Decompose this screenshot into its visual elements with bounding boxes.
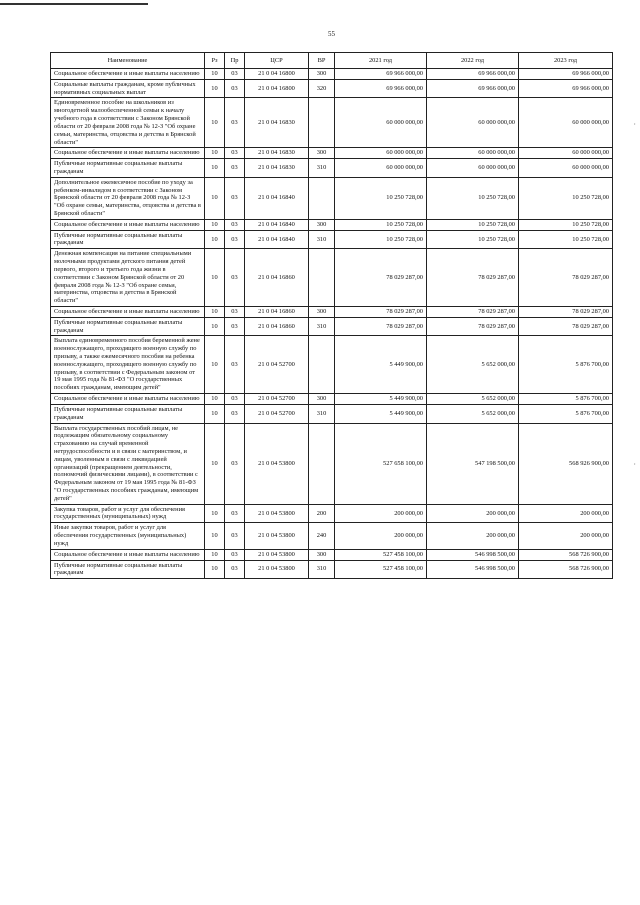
cell-2023: 568 726 900,00	[519, 549, 613, 560]
cell-pr: 03	[225, 523, 245, 549]
cell-pr: 03	[225, 148, 245, 159]
cell-2021: 60 000 000,00	[335, 98, 427, 148]
cell-csr: 21 0 04 16800	[245, 69, 309, 80]
cell-pr: 03	[225, 177, 245, 219]
cell-rz: 10	[205, 423, 225, 504]
cell-name: Публичные нормативные социальные выплаты гражданам	[51, 317, 205, 336]
top-rule	[0, 3, 148, 5]
cell-vr: 300	[309, 306, 335, 317]
cell-name: Социальное обеспечение и иные выплаты населению	[51, 394, 205, 405]
cell-name: Иные закупки товаров, работ и услуг для обеспечения государственных (муниципальных) нужд	[51, 523, 205, 549]
table-row	[51, 560, 613, 579]
header-pr: Пр	[225, 53, 245, 69]
cell-pr: 03	[225, 423, 245, 504]
cell-vr: 300	[309, 394, 335, 405]
cell-2023: 5 876 700,00	[519, 404, 613, 423]
header-2022: 2022 год	[427, 53, 519, 69]
table-row	[51, 394, 613, 405]
cell-pr: 03	[225, 306, 245, 317]
table-row	[51, 148, 613, 159]
cell-csr: 21 0 04 16860	[245, 306, 309, 317]
cell-2022: 546 998 500,00	[427, 549, 519, 560]
cell-2023: 568 726 900,00	[519, 560, 613, 579]
cell-csr: 21 0 04 16840	[245, 219, 309, 230]
cell-2022: 69 966 000,00	[427, 69, 519, 80]
table-row	[51, 549, 613, 560]
table-row	[51, 523, 613, 549]
cell-2022: 200 000,00	[427, 504, 519, 523]
cell-vr	[309, 249, 335, 307]
cell-vr: 300	[309, 148, 335, 159]
cell-csr: 21 0 04 53800	[245, 504, 309, 523]
cell-2021: 10 250 728,00	[335, 219, 427, 230]
cell-2021: 69 966 000,00	[335, 69, 427, 80]
cell-2021: 200 000,00	[335, 523, 427, 549]
cell-2022: 78 029 287,00	[427, 317, 519, 336]
cell-2021: 10 250 728,00	[335, 177, 427, 219]
cell-2023: 200 000,00	[519, 504, 613, 523]
cell-rz: 10	[205, 249, 225, 307]
cell-vr: 300	[309, 69, 335, 80]
cell-2022: 60 000 000,00	[427, 159, 519, 178]
cell-rz: 10	[205, 504, 225, 523]
cell-2022: 10 250 728,00	[427, 219, 519, 230]
header-name: Наименование	[51, 53, 205, 69]
cell-2023: 69 966 000,00	[519, 79, 613, 98]
cell-pr: 03	[225, 79, 245, 98]
cell-rz: 10	[205, 148, 225, 159]
cell-vr	[309, 336, 335, 394]
table-row	[51, 98, 613, 148]
cell-rz: 10	[205, 69, 225, 80]
table-row	[51, 423, 613, 504]
cell-vr: 310	[309, 230, 335, 249]
cell-vr: 310	[309, 404, 335, 423]
cell-pr: 03	[225, 159, 245, 178]
table-row	[51, 317, 613, 336]
cell-pr: 03	[225, 404, 245, 423]
cell-csr: 21 0 04 16800	[245, 79, 309, 98]
cell-rz: 10	[205, 336, 225, 394]
cell-2023: 10 250 728,00	[519, 177, 613, 219]
cell-name: Социальное обеспечение и иные выплаты населению	[51, 148, 205, 159]
cell-2023: 5 876 700,00	[519, 336, 613, 394]
cell-csr: 21 0 04 16830	[245, 98, 309, 148]
header-2023: 2023 год	[519, 53, 613, 69]
cell-vr	[309, 98, 335, 148]
cell-rz: 10	[205, 159, 225, 178]
table-row	[51, 504, 613, 523]
cell-2023: 69 966 000,00	[519, 69, 613, 80]
cell-2021: 78 029 287,00	[335, 249, 427, 307]
cell-pr: 03	[225, 336, 245, 394]
cell-vr: 300	[309, 549, 335, 560]
scan-artifact: ·	[633, 460, 636, 469]
cell-vr: 310	[309, 159, 335, 178]
cell-name: Социальное обеспечение и иные выплаты населению	[51, 306, 205, 317]
cell-2021: 10 250 728,00	[335, 230, 427, 249]
cell-name: Социальное обеспечение и иные выплаты населению	[51, 219, 205, 230]
cell-csr: 21 0 04 16860	[245, 249, 309, 307]
header-csr: ЦСР	[245, 53, 309, 69]
cell-2022: 547 198 500,00	[427, 423, 519, 504]
cell-rz: 10	[205, 306, 225, 317]
cell-2021: 69 966 000,00	[335, 79, 427, 98]
cell-name: Выплата единовременного пособия беременной жене военнослужащего, проходящего военную службу по призыву, а также ежемесячного пособия на ребенка военнослужащего, проходящего военную службу по призыву, в соответствии с Федеральным законом от 19 мая 1995 года № 81-ФЗ "О государственных пособиях гражданам, имеющим детей"	[51, 336, 205, 394]
table-row	[51, 177, 613, 219]
cell-2023: 10 250 728,00	[519, 219, 613, 230]
cell-rz: 10	[205, 560, 225, 579]
cell-pr: 03	[225, 504, 245, 523]
cell-rz: 10	[205, 230, 225, 249]
cell-2023: 78 029 287,00	[519, 249, 613, 307]
table-row	[51, 336, 613, 394]
cell-2022: 546 998 500,00	[427, 560, 519, 579]
cell-rz: 10	[205, 523, 225, 549]
cell-2023: 60 000 000,00	[519, 148, 613, 159]
cell-vr: 200	[309, 504, 335, 523]
cell-2021: 60 000 000,00	[335, 159, 427, 178]
cell-2022: 10 250 728,00	[427, 230, 519, 249]
cell-2022: 69 966 000,00	[427, 79, 519, 98]
cell-2021: 527 458 100,00	[335, 549, 427, 560]
cell-vr: 310	[309, 560, 335, 579]
cell-2021: 5 449 900,00	[335, 336, 427, 394]
cell-pr: 03	[225, 69, 245, 80]
cell-2021: 5 449 900,00	[335, 404, 427, 423]
cell-2023: 5 876 700,00	[519, 394, 613, 405]
cell-name: Закупка товаров, работ и услуг для обеспечения государственных (муниципальных) нужд	[51, 504, 205, 523]
cell-pr: 03	[225, 560, 245, 579]
cell-name: Социальные выплаты гражданам, кроме публичных нормативных социальных выплат	[51, 79, 205, 98]
cell-name: Единовременное пособие на школьников из многодетной малообеспеченной семьи к началу учебного года в соответствии с Законом Брянской области от 20 февраля 2008 года № 12-З "Об охране семьи, материнства, отцовства и детства в Брянской области"	[51, 98, 205, 148]
cell-2022: 200 000,00	[427, 523, 519, 549]
cell-2021: 200 000,00	[335, 504, 427, 523]
cell-vr: 300	[309, 219, 335, 230]
cell-pr: 03	[225, 317, 245, 336]
cell-csr: 21 0 04 53800	[245, 523, 309, 549]
cell-2022: 10 250 728,00	[427, 177, 519, 219]
cell-name: Публичные нормативные социальные выплаты гражданам	[51, 404, 205, 423]
cell-csr: 21 0 04 53800	[245, 549, 309, 560]
cell-2023: 200 000,00	[519, 523, 613, 549]
page-number: 55	[328, 30, 335, 38]
cell-name: Социальное обеспечение и иные выплаты населению	[51, 69, 205, 80]
header-rz: Рз	[205, 53, 225, 69]
cell-name: Выплата государственных пособий лицам, не подлежащим обязательному социальному страхованию на случай временной нетрудоспособности и в связи с материнством, и лицам, уволенным в связи с ликвидацией организаций (прекращением деятельности, полномочий физическими лицами), в соответствии с Федеральным законом от 19 мая 1995 года № 81-ФЗ "О государственных пособиях гражданам, имеющим детей"	[51, 423, 205, 504]
cell-2021: 527 658 100,00	[335, 423, 427, 504]
header-2021: 2021 год	[335, 53, 427, 69]
table-row	[51, 306, 613, 317]
cell-2022: 60 000 000,00	[427, 98, 519, 148]
cell-vr: 320	[309, 79, 335, 98]
cell-vr	[309, 177, 335, 219]
cell-csr: 21 0 04 53800	[245, 423, 309, 504]
cell-2022: 5 652 000,00	[427, 336, 519, 394]
cell-pr: 03	[225, 98, 245, 148]
table-row	[51, 79, 613, 98]
cell-rz: 10	[205, 219, 225, 230]
cell-pr: 03	[225, 219, 245, 230]
cell-pr: 03	[225, 230, 245, 249]
budget-table	[50, 52, 613, 579]
cell-2023: 60 000 000,00	[519, 98, 613, 148]
cell-2022: 78 029 287,00	[427, 306, 519, 317]
cell-csr: 21 0 04 52700	[245, 394, 309, 405]
cell-name: Дополнительное ежемесячное пособие по уходу за ребенком-инвалидом в соответствии с Законом Брянской области от 20 февраля 2008 года № 12-З "Об охране семьи, материнства, отцовства и детства в Брянской области"	[51, 177, 205, 219]
cell-rz: 10	[205, 79, 225, 98]
table-header-row	[51, 53, 613, 69]
cell-csr: 21 0 04 16840	[245, 177, 309, 219]
table-row	[51, 404, 613, 423]
cell-vr	[309, 423, 335, 504]
cell-2023: 78 029 287,00	[519, 317, 613, 336]
table-row	[51, 219, 613, 230]
cell-rz: 10	[205, 317, 225, 336]
cell-rz: 10	[205, 394, 225, 405]
cell-csr: 21 0 04 52700	[245, 404, 309, 423]
cell-2022: 60 000 000,00	[427, 148, 519, 159]
table-row	[51, 69, 613, 80]
cell-2023: 78 029 287,00	[519, 306, 613, 317]
table-row	[51, 230, 613, 249]
cell-csr: 21 0 04 16830	[245, 148, 309, 159]
cell-rz: 10	[205, 404, 225, 423]
cell-2022: 78 029 287,00	[427, 249, 519, 307]
cell-csr: 21 0 04 16840	[245, 230, 309, 249]
cell-pr: 03	[225, 249, 245, 307]
cell-2021: 60 000 000,00	[335, 148, 427, 159]
scan-artifact: ·	[633, 120, 636, 129]
cell-2023: 10 250 728,00	[519, 230, 613, 249]
cell-csr: 21 0 04 53800	[245, 560, 309, 579]
cell-csr: 21 0 04 16860	[245, 317, 309, 336]
cell-name: Публичные нормативные социальные выплаты гражданам	[51, 230, 205, 249]
cell-name: Денежная компенсация на питание специальными молочными продуктами детского питания детей первого, второго и третьего года жизни в соответствии с Законом Брянской области от 20 февраля 2008 года № 12-З "Об охране семьи, материнства, отцовства и детства в Брянской области"	[51, 249, 205, 307]
table-row	[51, 249, 613, 307]
cell-2021: 527 458 100,00	[335, 560, 427, 579]
cell-2022: 5 652 000,00	[427, 404, 519, 423]
cell-2021: 78 029 287,00	[335, 317, 427, 336]
cell-2023: 568 926 900,00	[519, 423, 613, 504]
cell-name: Социальное обеспечение и иные выплаты населению	[51, 549, 205, 560]
cell-2021: 5 449 900,00	[335, 394, 427, 405]
cell-rz: 10	[205, 549, 225, 560]
cell-name: Публичные нормативные социальные выплаты гражданам	[51, 560, 205, 579]
table-body	[51, 69, 613, 579]
cell-pr: 03	[225, 394, 245, 405]
table-row	[51, 159, 613, 178]
cell-csr: 21 0 04 52700	[245, 336, 309, 394]
cell-rz: 10	[205, 98, 225, 148]
header-vr: ВР	[309, 53, 335, 69]
cell-2022: 5 652 000,00	[427, 394, 519, 405]
cell-vr: 310	[309, 317, 335, 336]
cell-vr: 240	[309, 523, 335, 549]
cell-name: Публичные нормативные социальные выплаты гражданам	[51, 159, 205, 178]
cell-csr: 21 0 04 16830	[245, 159, 309, 178]
cell-2023: 60 000 000,00	[519, 159, 613, 178]
cell-2021: 78 029 287,00	[335, 306, 427, 317]
cell-pr: 03	[225, 549, 245, 560]
cell-rz: 10	[205, 177, 225, 219]
